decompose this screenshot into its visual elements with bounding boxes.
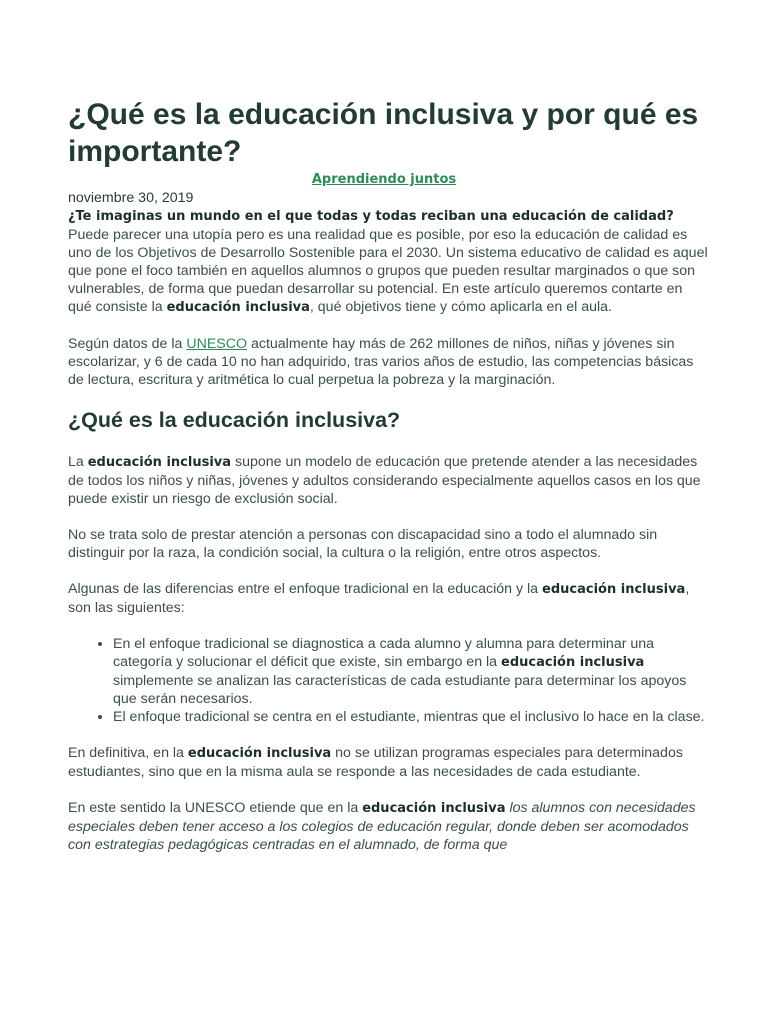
definition-text-2: supone un modelo de educación que pretende atender a las necesidades de todos los niños y niñas, jóvenes y adultos considerando especialmente aquellos casos en los que puede existir un riesgo de exclusión social. xyxy=(68,454,701,507)
intro-bold-term: educación inclusiva xyxy=(166,300,310,315)
article-title: ¿Qué es la educación inclusiva y por qué es importante? xyxy=(68,98,699,168)
unesco-paragraph xyxy=(68,335,708,389)
unesco-link[interactable]: UNESCO xyxy=(186,336,248,352)
author-link[interactable]: Aprendiendo juntos xyxy=(311,172,457,187)
quote-text-1: En este sentido la UNESCO etiende que en la xyxy=(68,800,363,816)
list-item-1-bold-term: educación inclusiva xyxy=(501,655,645,670)
list-item-2-text: El enfoque tradicional se centra en el estudiante, mientras que el inclusivo lo hace en la clase. xyxy=(113,709,705,725)
conclusion-text-2: no se utilizan programas especiales para determinados estudiantes, sino que en la misma aula se responde a las necesidades de cada estudiante. xyxy=(68,745,683,780)
differences-text-1: Algunas de las diferencias entre el enfoque tradicional en la educación y la xyxy=(68,581,543,597)
conclusion-paragraph xyxy=(68,744,708,781)
quote-italic-text: los alumnos con necesidades especiales deben tener acceso a los colegios de educación regular, donde deben ser acomodados con estrategias pedagógicas centradas en el alumnado, de forma que xyxy=(68,800,696,853)
definition-paragraph xyxy=(68,453,708,508)
unesco-text-2: actualmente hay más de 262 millones de niños, niñas y jóvenes sin escolarizar, y 6 de cada 10 no han adquirido, tras varios años de estudio, las competencias básicas de lectura, escritura y aritmética lo cual perpetua la pobreza y la marginación. xyxy=(68,336,694,388)
article-body xyxy=(68,189,708,872)
differences-text-2: , son las siguientes: xyxy=(68,581,690,616)
intro-text-2: , qué objetivos tiene y cómo aplicarla en el aula. xyxy=(309,299,612,315)
differences-list xyxy=(68,635,708,726)
conclusion-text-1: En definitiva, en la xyxy=(68,745,188,761)
list-item-1-text-1: En el enfoque tradicional se diagnostica a cada alumno y alumna para determinar una categoría y solucionar el déficit que existe, sin embargo en la xyxy=(113,636,655,670)
unesco-text-1: Según datos de la xyxy=(68,336,187,352)
section-heading: ¿Qué es la educación inclusiva? xyxy=(68,408,401,432)
conclusion-bold-term: educación inclusiva xyxy=(187,746,332,761)
definition-bold-term: educación inclusiva xyxy=(87,455,232,470)
list-item xyxy=(113,708,708,726)
list-item xyxy=(113,635,708,708)
intro-question: ¿Te imaginas un mundo en el que todas y todas reciban una educación de calidad? xyxy=(68,209,674,224)
list-item-1-text-2: simplemente se analizan las características de cada estudiante para determinar los apoyos que serán necesarios. xyxy=(113,673,687,707)
differences-paragraph xyxy=(68,580,708,617)
differences-bold-term: educación inclusiva xyxy=(542,582,686,597)
definition-text-1: La xyxy=(68,454,88,470)
quote-bold-term: educación inclusiva xyxy=(362,801,506,816)
unesco-quote-paragraph xyxy=(68,799,708,854)
article-date: noviembre 30, 2019 xyxy=(68,190,194,206)
intro-text-1: Puede parecer una utopía pero es una realidad que es posible, por eso la educación de calidad es uno de los Objetivos de Desarrollo Sostenible para el 2030. Un sistema educativo de calidad es aquel que pone el foco también en aquellos alumnos o grupos que pueden resultar marginados o que son vulnerables, de forma que puedan desarrollar su potencial. En este artículo queremos contarte en qué consiste la xyxy=(68,227,708,315)
intro-paragraph xyxy=(68,207,708,317)
disability-paragraph: No se trata solo de prestar atención a personas con discapacidad sino a todo el alumnado sin distinguir por la raza, la condición social, la cultura o la religión, entre otros aspectos. xyxy=(68,527,658,561)
